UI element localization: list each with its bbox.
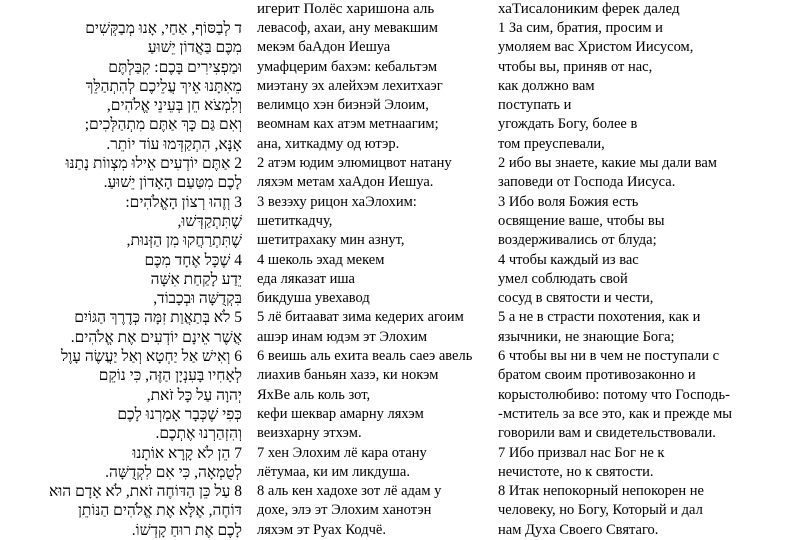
transliteration-line: ЯхВе аль коль зот, (257, 386, 371, 403)
transliteration-line: шетиткадчу, (257, 212, 333, 229)
russian-line: корыстолюбиво: потому что Господь- (498, 386, 730, 403)
transliteration-line: шетитрахаку мин азнут, (257, 232, 405, 249)
hebrew-line: 3 וְזֶהוּ רְצוֹן הָאֱלֹהִים: (125, 193, 242, 211)
russian-column (498, 19, 798, 540)
hebrew-line: אֲשֶׁר אֵינָם יוֹדְעִים אֶת אֱלֹהִים. (70, 328, 242, 346)
transliteration-line: 4 шеколь эхад мекем (257, 251, 385, 268)
hebrew-line: וְהִזְהַרְנוּ אֶתְכֶם. (155, 425, 242, 443)
russian-line: 6 чтобы вы ни в чем не поступали с (498, 348, 720, 365)
russian-title: хаТисалониким ферек далед (498, 1, 680, 17)
transliteration-line: бикдуша увехавод (257, 290, 370, 307)
hebrew-line: יֵדַע לָקַחַת אִשָּׁה (150, 270, 242, 288)
transliteration-column (257, 19, 495, 540)
transliteration-line: кефи шеквар амарну ляхэм (257, 405, 424, 422)
russian-line: 7 Ибо призвал нас Бог не к (498, 444, 665, 461)
transliteration-line: мекэм баАдон Иешуа (257, 39, 391, 56)
hebrew-line: לְאָחִיו בָּעִנְיָן הַזֶּה, כִּי נוֹקֵם (98, 367, 242, 385)
russian-line: 8 Итак непокорный непокорен не (498, 483, 704, 500)
russian-line: братом своим противозаконно и (498, 367, 696, 384)
transliteration-line: веизхарну этхэм. (257, 425, 362, 442)
transliteration-line: левасоф, ахаи, ану мевакшим (257, 20, 438, 36)
russian-line: сосуд в святости и чести, (498, 290, 654, 307)
russian-line: умоляем вас Христом Иисусом, (498, 39, 694, 56)
russian-line: том преуспевали, (498, 135, 605, 152)
hebrew-line: ד לְבַסּוֹף, אַחַי, אָנוּ מְבַקְּשִׁים (85, 20, 242, 37)
transliteration-line: дохе, элэ эт Элохим ханотэн (257, 502, 432, 519)
transliteration-line: велимцо хэн биэнэй Элоим, (257, 97, 429, 114)
hebrew-line: 5 לֹא בְּתַאֲוַת זִמָּה כְּדֶרֶךְ הַגּוֹיִם (74, 309, 242, 327)
hebrew-line: אָנָּא, הִתְקַדְּמוּ עוֹד יוֹתֵר. (106, 135, 242, 153)
transliteration-line: ана, хиткадму од ютэр. (257, 135, 400, 152)
hebrew-line: דּוֹחֶה, אֶלָּא אֶת אֱלֹהִים הַנּוֹתֵן (77, 502, 242, 520)
hebrew-line: לְטֻמְאָה, כִּי אִם לִקְדֻשָּׁה. (105, 463, 242, 481)
russian-line: 3 Ибо воля Божия есть (498, 193, 639, 210)
hebrew-line: יְהוָה עַל כָּל זֹאת, (146, 386, 242, 404)
russian-line: 2 ибо вы знаете, какие мы дали вам (498, 155, 717, 172)
transliteration-line: 8 аль кен хадохе зот лё адам у (257, 483, 442, 500)
hebrew-line: בִּקְדֻשָּׁה וּבְכָבוֹד, (153, 290, 242, 308)
hebrew-line: מֵאִתָּנוּ אֵיךְ עֲלֵיכֶם לְהִתְהַלֵּךְ (85, 77, 242, 95)
russian-line: говорили вам и свидетельствовали. (498, 425, 716, 442)
russian-line: 5 а не в страсти похотения, как и (498, 309, 701, 326)
russian-line: умел соблюдать свой (498, 270, 628, 287)
transliteration-line: ляхэм эт Руах Кодчё. (257, 521, 386, 538)
hebrew-line: 8 עַל כֵּן הַדּוֹחֶה זֹאת, לֹא אָדָם הוּא (49, 483, 242, 501)
russian-line: чтобы вы, приняв от нас, (498, 58, 653, 75)
russian-line: нам Духа Своего Святаго. (498, 521, 659, 538)
transliteration-line: миэтану эх алейхэм лехитхаэг (257, 77, 443, 94)
transliteration-line: ляхэм метам хаАдон Иешуа. (257, 174, 434, 191)
transliteration-line: 5 лё битаават зима кедерих агоим (257, 309, 464, 326)
russian-line: угождать Богу, более в (498, 116, 638, 133)
transliteration-line: 3 везэху рицон хаЭлохим: (257, 193, 417, 210)
transliteration-title: игерит Полёс харишона аль (257, 1, 435, 17)
russian-line: человеку, но Богу, Который и дал (498, 502, 703, 519)
transliteration-line: 7 хен Элохим лё кара отану (257, 444, 427, 461)
russian-line: нечистоте, но к святости. (498, 463, 654, 480)
hebrew-line: וְאִם גַּם כָּךְ אַתֶּם מִתְהַלְּכִים; (84, 116, 242, 134)
transliteration-line: еда ляказат иша (257, 270, 355, 287)
hebrew-line: לָכֶם אֶת רוּחַ קָדְשׁוֹ. (131, 521, 242, 539)
russian-line: -мститель за все это, как и прежде мы (498, 405, 733, 422)
russian-line: поступать и (498, 97, 572, 114)
transliteration-line: веомнам ках атэм метнаагим; (257, 116, 439, 133)
hebrew-line: 7 הֵן לֹא קָרָא אוֹתָנוּ (132, 444, 242, 462)
hebrew-column (0, 19, 242, 540)
russian-line: 4 чтобы каждый из вас (498, 251, 639, 268)
hebrew-line: וְלִמְצֹא חֵן בְּעֵינֵי אֱלֹהִים, (106, 97, 242, 115)
hebrew-line: כְּפִי שֶׁכְּבָר אָמַרְנוּ לָכֶם (117, 405, 242, 423)
hebrew-line: 6 וְאִישׁ אַל יַחְטָא וְאַל יַעֲשֶׂה עָוֶל (61, 348, 242, 366)
hebrew-line: מִכֶּם בַּאֲדוֹן יֵשׁוּעַ (147, 39, 242, 57)
hebrew-line: לָכֶם מִטַּעַם הָאָדוֹן יֵשׁוּעַ. (103, 174, 242, 192)
russian-line: воздерживались от блуда; (498, 232, 657, 249)
russian-line: заповеди от Господа Иисуса. (498, 174, 676, 191)
russian-line: язычники, не знающие Бога; (498, 328, 675, 345)
hebrew-line: שֶׁתִּתְרַחֲקוּ מִן הַזְּנוּת, (126, 232, 242, 250)
transliteration-line: 6 веишь аль ехита веаль саеэ авель (257, 348, 473, 365)
transliteration-line: ашэр инам юдэм эт Элохим (257, 328, 428, 345)
transliteration-line: умафцерим бахэм: кебальтэм (257, 58, 438, 75)
hebrew-line: 2 אַתֶּם יוֹדְעִים אֵילוּ מִצְווֹת נָתַנּוּ (65, 155, 242, 173)
hebrew-line: וּמַפְצִירִים בָּכֶם: קִבַּלְתֶּם (108, 58, 242, 76)
russian-line: 1 За сим, братия, просим и (498, 20, 663, 36)
hebrew-line: שֶׁתִּתְקַדְּשׁוּ, (177, 212, 242, 230)
transliteration-line: лиахив баньян хазэ, ки нокэм (257, 367, 439, 384)
russian-line: как должно вам (498, 77, 595, 94)
russian-line: освящение ваше, чтобы вы (498, 212, 665, 229)
hebrew-line: 4 שֶׁכָּל אֶחָד מִכֶּם (144, 251, 242, 269)
transliteration-line: лётумаа, ки им ликдуша. (257, 463, 410, 480)
transliteration-line: 2 атэм юдим элюмицвот натану (257, 155, 452, 172)
